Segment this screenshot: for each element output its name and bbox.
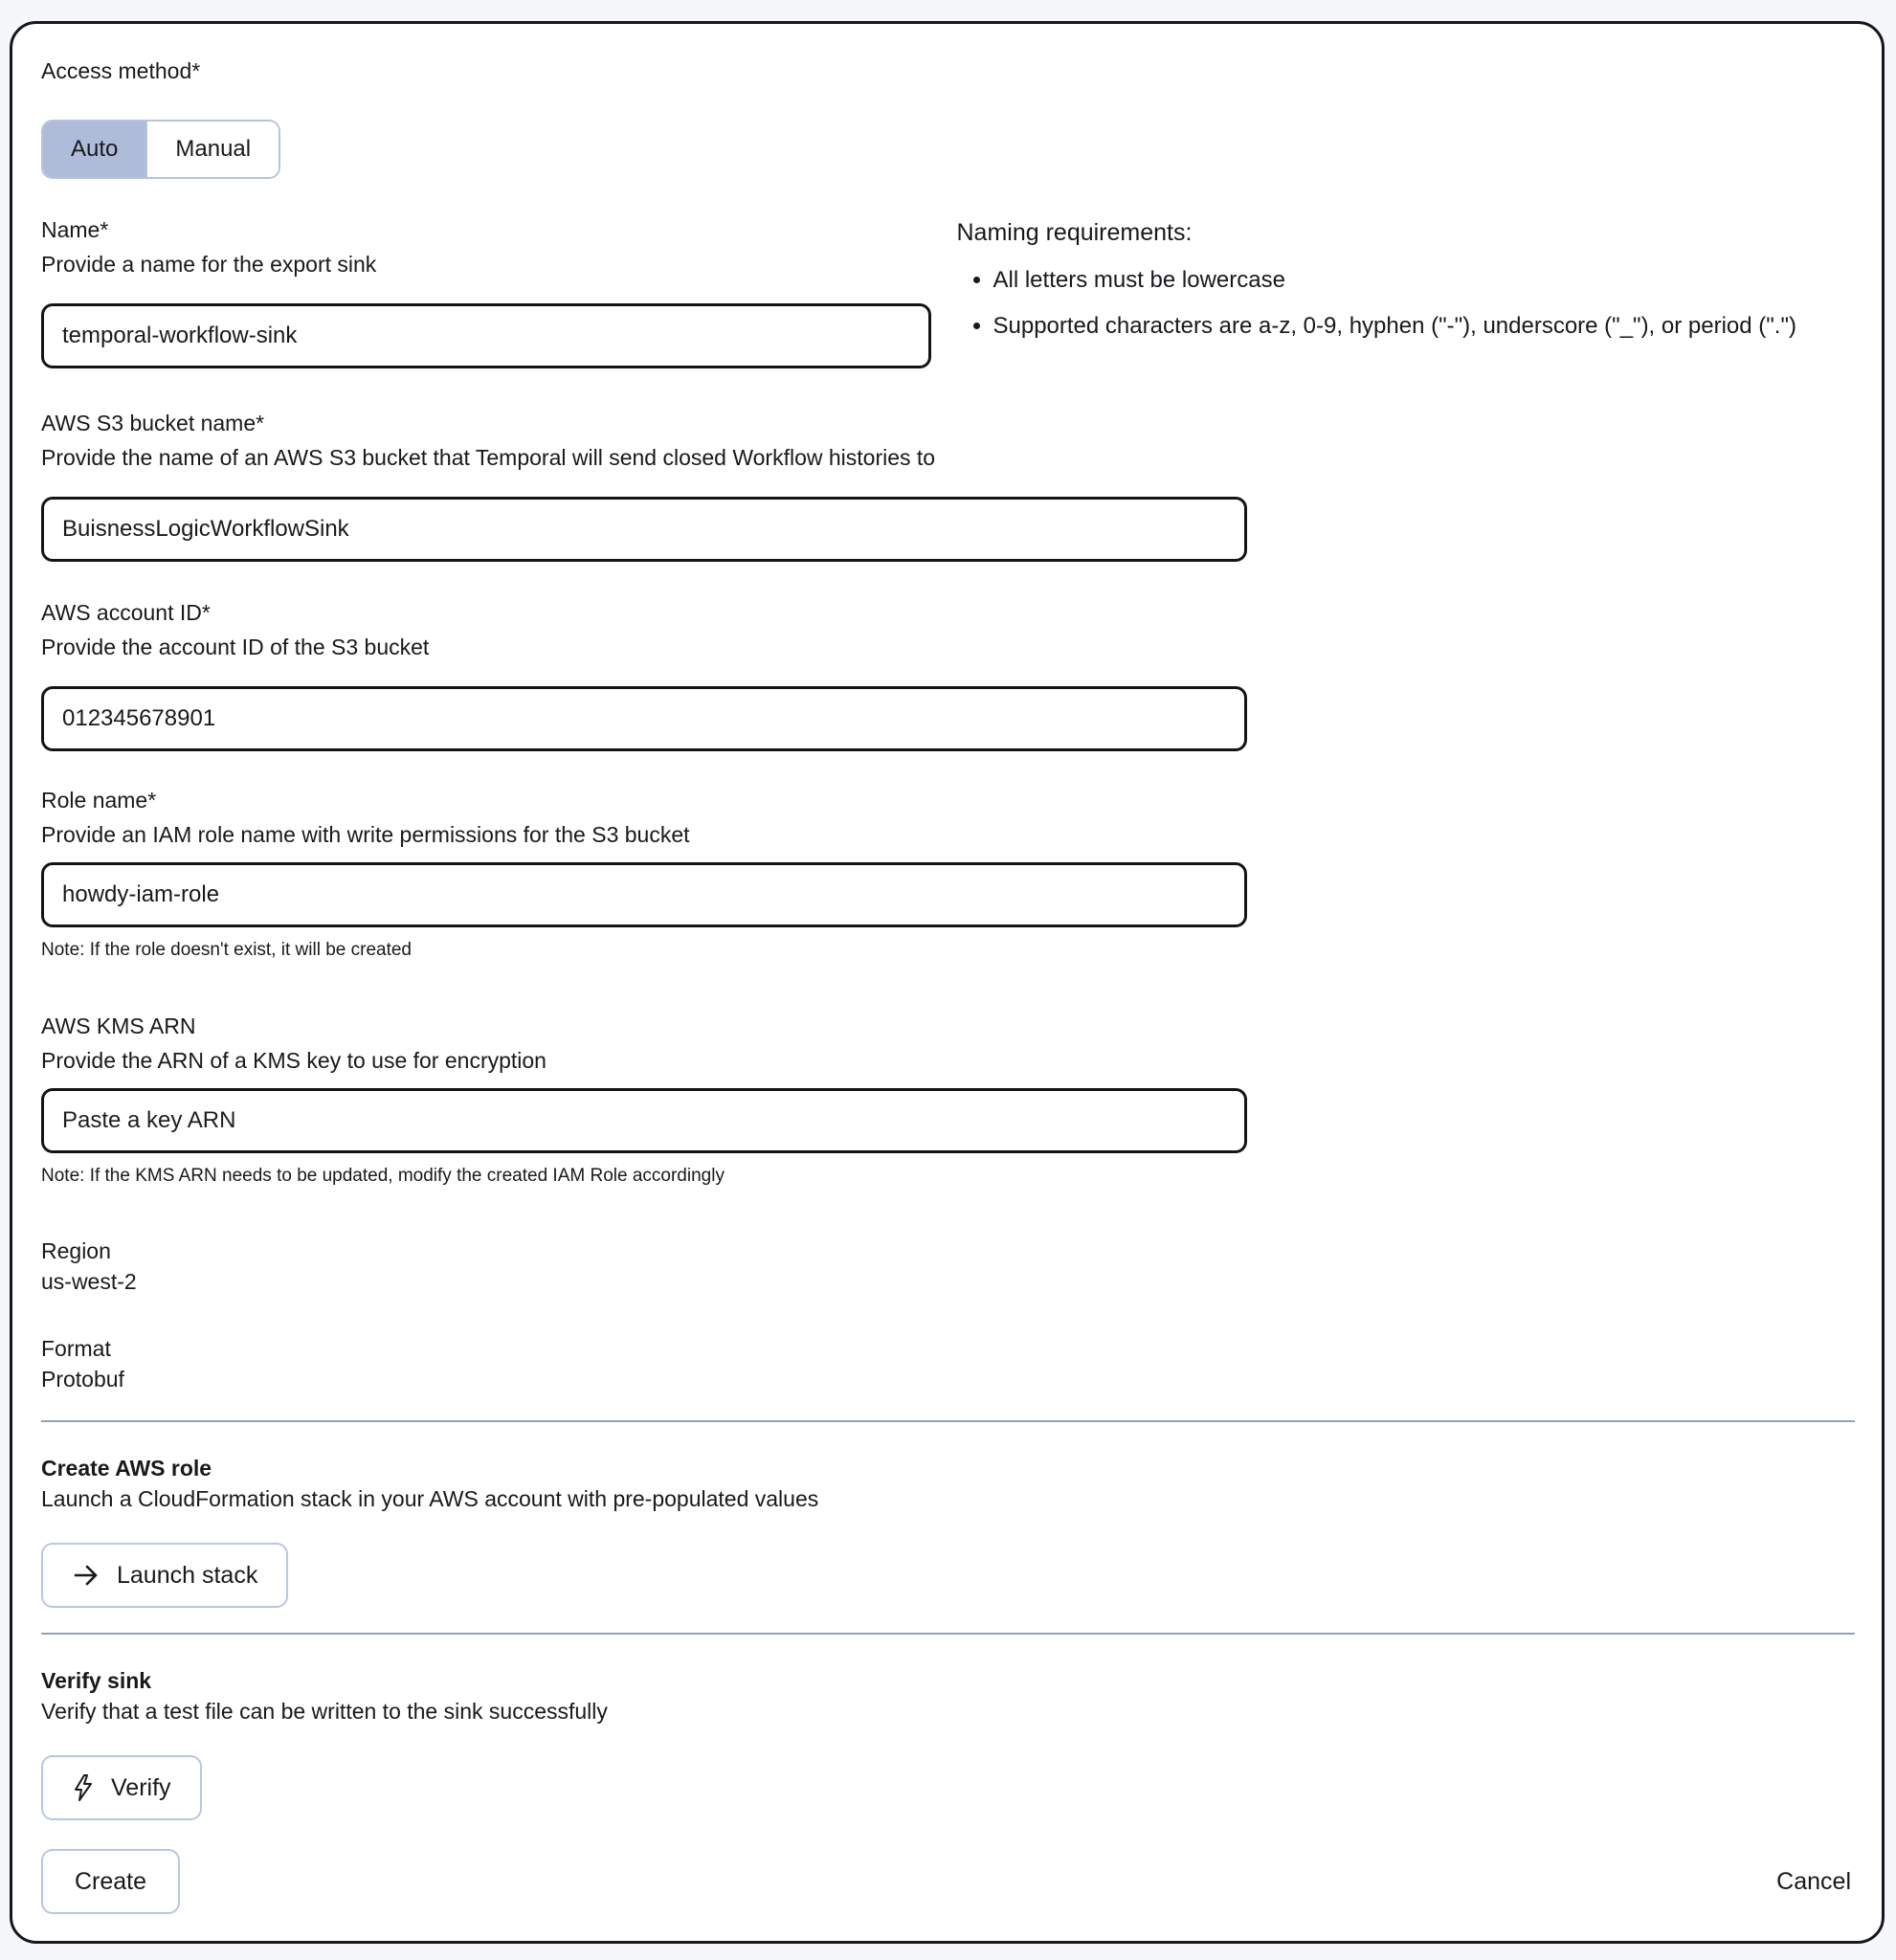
- create-role-description: Launch a CloudFormation stack in your AWS account with pre-populated values: [41, 1486, 819, 1511]
- divider: [41, 1420, 1855, 1422]
- create-button[interactable]: Create: [41, 1849, 180, 1914]
- format-group: [41, 1334, 1855, 1393]
- export-sink-form: [10, 21, 1885, 1944]
- divider: [41, 1633, 1855, 1635]
- create-role-title: Create AWS role: [41, 1456, 212, 1481]
- role-field-group: [41, 786, 1855, 962]
- kms-field-group: [41, 1012, 1855, 1188]
- access-method-option-auto[interactable]: Auto: [43, 122, 145, 177]
- account-label: AWS account ID*: [41, 600, 211, 625]
- lightning-bolt-icon: [72, 1773, 95, 1802]
- verify-sink-title: Verify sink: [41, 1668, 152, 1693]
- region-value: us-west-2: [41, 1269, 137, 1294]
- role-description: Provide an IAM role name with write permissions for the S3 bucket: [41, 822, 690, 847]
- verify-button[interactable]: [41, 1755, 202, 1820]
- kms-label: AWS KMS ARN: [41, 1013, 196, 1038]
- account-field-group: [41, 598, 1855, 751]
- verify-sink-section: [41, 1666, 1855, 1820]
- verify-label: Verify: [111, 1773, 171, 1801]
- bucket-input[interactable]: [41, 497, 1247, 562]
- launch-stack-button[interactable]: [41, 1543, 288, 1608]
- naming-requirement-item: • All letters must be lowercase: [993, 261, 1856, 300]
- name-input[interactable]: [41, 303, 931, 368]
- launch-stack-label: Launch stack: [117, 1561, 258, 1589]
- format-value: Protobuf: [41, 1367, 124, 1392]
- access-method-toggle: [41, 120, 280, 179]
- kms-note: Note: If the KMS ARN needs to be updated, modify the created IAM Role accordingly: [41, 1166, 725, 1186]
- naming-requirements: [957, 215, 1856, 368]
- name-field-group: [41, 215, 931, 368]
- kms-description: Provide the ARN of a KMS key to use for encryption: [41, 1048, 546, 1073]
- name-description: Provide a name for the export sink: [41, 252, 377, 277]
- arrow-right-icon: [72, 1561, 100, 1590]
- naming-requirements-list: [957, 261, 1856, 345]
- region-group: [41, 1236, 1855, 1296]
- naming-requirements-title: Naming requirements:: [956, 219, 1193, 246]
- account-input[interactable]: [41, 686, 1247, 751]
- role-input[interactable]: [41, 862, 1247, 927]
- naming-requirement-item: • Supported characters are a-z, 0-9, hyphen ("-"), underscore ("_"), or period ("."): [993, 307, 1856, 345]
- kms-input[interactable]: [41, 1088, 1247, 1153]
- bucket-description: Provide the name of an AWS S3 bucket that Temporal will send closed Workflow histories to: [41, 445, 936, 470]
- role-note: Note: If the role doesn't exist, it will be created: [41, 940, 412, 960]
- account-description: Provide the account ID of the S3 bucket: [41, 635, 430, 659]
- verify-sink-description: Verify that a test file can be written to the sink successfully: [41, 1699, 608, 1724]
- bucket-label: AWS S3 bucket name*: [41, 411, 265, 435]
- access-method-label: Access method*: [41, 58, 201, 83]
- name-label: Name*: [41, 217, 109, 242]
- bucket-field-group: [41, 409, 1855, 562]
- role-label: Role name*: [41, 788, 157, 813]
- create-role-section: [41, 1454, 1855, 1608]
- form-actions: [41, 1849, 1855, 1914]
- cancel-button[interactable]: Cancel: [1773, 1868, 1855, 1896]
- access-method-option-manual[interactable]: Manual: [145, 122, 279, 177]
- region-label: Region: [41, 1238, 111, 1263]
- format-label: Format: [41, 1336, 111, 1361]
